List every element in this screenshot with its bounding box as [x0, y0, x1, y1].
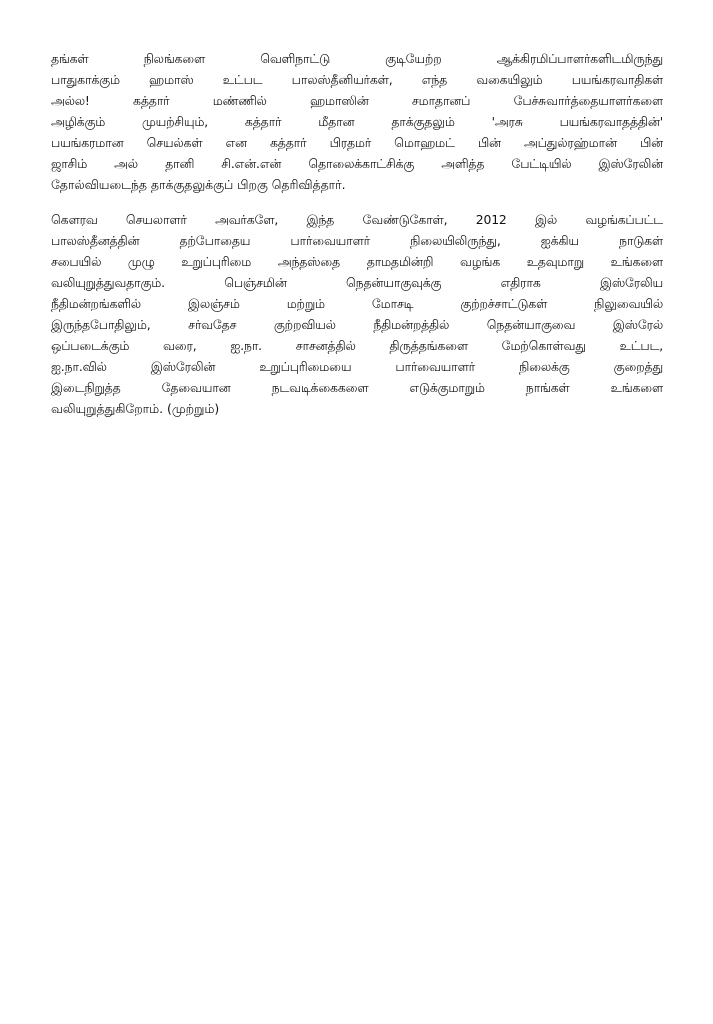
text-line: அழிக்கும் முயற்சியும், கத்தார் மீதான தாக்குதலும் 'அரசு பயங்கரவாதத்தின்' — [51, 114, 663, 129]
paragraph-2 — [51, 209, 663, 419]
text-line: ஒப்படைக்கும் வரை, ஐ.நா. சாசனத்தில் திருத்தங்களை மேற்கொள்வது உட்பட, — [51, 338, 663, 353]
text-line: ஜாசிம் அல் தானி சி.என்.என் தொலைக்காட்சிக்கு அளித்த பேட்டியில் இஸ்ரேலின் — [51, 156, 663, 171]
text-line: தோல்வியடைந்த தாக்குதலுக்குப் பிறகு தெரிவித்தார். — [51, 177, 346, 192]
text-line: சபையில் முழு உறுப்புரிமை அந்தஸ்தை தாமதமின்றி வழங்க உதவுமாறு உங்களை — [51, 254, 663, 269]
text-line: தங்கள் நிலங்களை வெளிநாட்டு குடியேற்ற ஆக்கிரமிப்பாளர்களிடமிருந்து — [51, 51, 663, 66]
text-line: பாலஸ்தீனத்தின் தற்போதைய பார்வையாளர் நிலையிலிருந்து, ஐக்கிய நாடுகள் — [51, 233, 663, 248]
text-line: வலியுறுத்துவதாகும். பெஞ்சமின் நெதன்யாகுவுக்கு எதிராக இஸ்ரேலிய — [51, 275, 663, 290]
text-line: ஐ.நா.வில் இஸ்ரேலின் உறுப்புரிமையை பார்வையாளர் நிலைக்கு குறைத்து — [51, 359, 663, 374]
text-line: பயங்கரமான செயல்கள் என கத்தார் பிரதமர் மொஹமட் பின் அப்துல்ரஹ்மான் பின் — [51, 135, 663, 150]
paragraph-1 — [51, 48, 663, 195]
text-line: பாதுகாக்கும் ஹமாஸ் உட்பட பாலஸ்தீனியர்கள், எந்த வகையிலும் பயங்கரவாதிகள் — [51, 72, 663, 87]
text-line: வலியுறுத்துகிறோம். (முற்றும்) — [51, 401, 220, 416]
text-line: கௌரவ செயலாளர் அவர்களே, இந்த வேண்டுகோள், 2012 இல் வழங்கப்பட்ட — [51, 212, 663, 227]
document-body — [51, 48, 663, 419]
text-line: நீதிமன்றங்களில் இலஞ்சம் மற்றும் மோசடி குற்றச்சாட்டுகள் நிலுவையில் — [51, 296, 663, 311]
text-line: இடைநிறுத்த தேவையான நடவடிக்கைகளை எடுக்குமாறும் நாங்கள் உங்களை — [51, 380, 663, 395]
text-line: அல்ல! கத்தார் மண்ணில் ஹமாஸின் சமாதானப் பேச்சுவார்த்தையாளர்களை — [51, 93, 663, 108]
text-line: இருந்தபோதிலும், சர்வதேச குற்றவியல் நீதிமன்றத்தில் நெதன்யாகுவை இஸ்ரேல் — [51, 317, 663, 332]
